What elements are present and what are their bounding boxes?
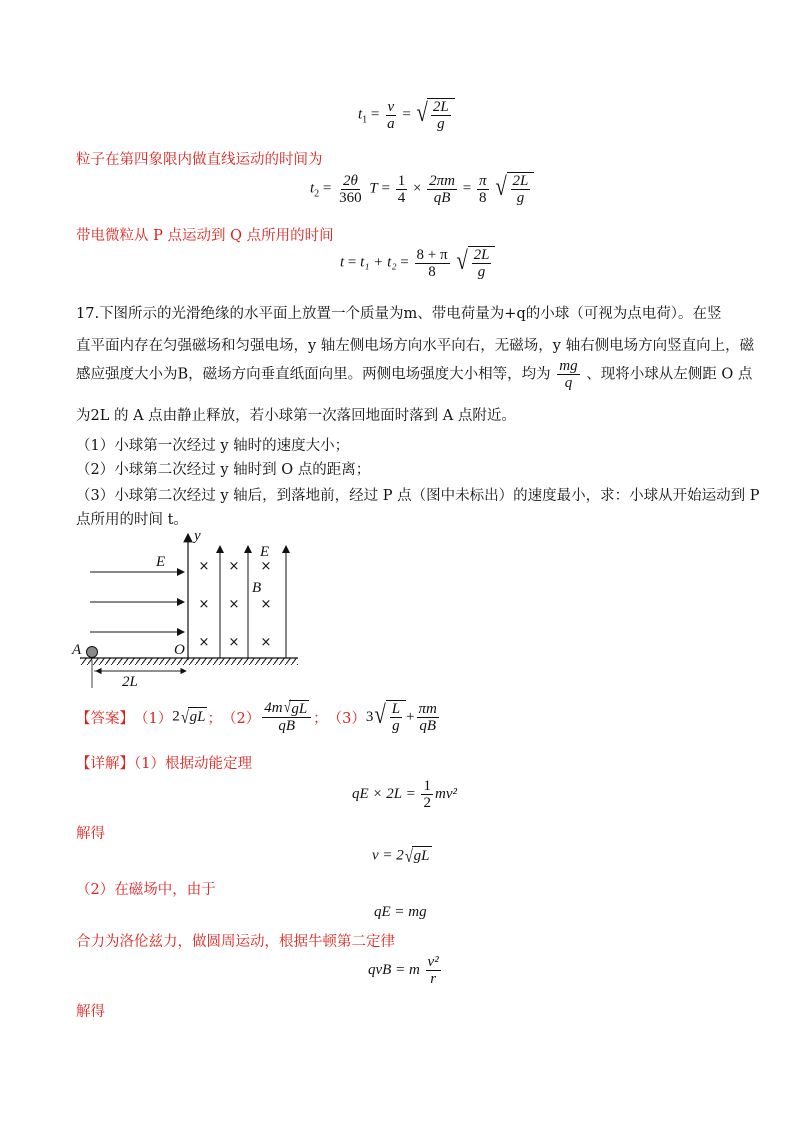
- sqrt-2L-over-g: √ $\frac{2L}{g}$: [455, 246, 495, 280]
- text-line-2: 带电微粒从 P 点运动到 Q 点所用的时间: [76, 228, 334, 244]
- frac-den: 8: [479, 189, 487, 206]
- fraction-1-4: [396, 173, 408, 206]
- label-e-left: E: [156, 554, 166, 570]
- fraction-v-over-a: [385, 99, 397, 132]
- frac-den: g: [516, 190, 525, 206]
- question-2: （2）小球第二次经过 y 轴时到 O 点的距离；: [76, 462, 371, 478]
- equation-balance: qE = mg: [374, 904, 427, 920]
- t2-subscript: 2: [314, 188, 320, 200]
- t1-symbol: t: [358, 106, 363, 123]
- frac-num: L: [391, 701, 401, 718]
- problem-text: 下图所示的光滑绝缘的水平面上放置一个质量为m、带电荷量为+q的小球（可视为点电荷）。在竖: [99, 306, 722, 322]
- b-field-cross: ×: [198, 635, 210, 650]
- label-o: O: [174, 642, 185, 658]
- sqrt-2L-over-g: √ $\frac{2L}{g}$: [415, 98, 455, 132]
- eq-lhs: v = 2: [372, 847, 404, 864]
- frac-den: qB: [419, 717, 437, 734]
- b-field-cross: ×: [260, 635, 272, 650]
- label-a: A: [72, 642, 82, 658]
- frac-num: 1: [423, 778, 431, 794]
- problem-line-4: 为2L 的 A 点由静止释放，若小球第一次落回地面时落到 A 点附近。: [76, 408, 516, 424]
- frac-num: mg: [559, 358, 578, 374]
- fraction-2theta-360: [337, 173, 364, 206]
- b-field-cross: ×: [228, 635, 240, 650]
- answer-line: [76, 700, 441, 734]
- ground-hatch: [80, 658, 298, 665]
- detail-line-3: 合力为洛伦兹力，做圆周运动，根据牛顿第二定律: [76, 934, 395, 950]
- coefficient: 2: [172, 708, 180, 725]
- problem-line-2: 直平面内存在匀强磁场和匀强电场，y 轴左侧电场方向水平向右，无磁场，y 轴右侧电场方向竖直向上，磁: [76, 338, 755, 354]
- frac-num: πm: [418, 700, 437, 717]
- radicand: gL: [413, 848, 430, 864]
- equation-t1: $t_1$ = $\frac{v}{a}$ = √ $\frac{2L}{g}$: [358, 98, 455, 132]
- frac-den: 8: [428, 263, 436, 280]
- problem-line-1: [76, 302, 722, 323]
- detail-line-2: （2）在磁场中，由于: [76, 882, 216, 898]
- equation-lorentz: [368, 954, 443, 987]
- frac-den: a: [387, 115, 395, 132]
- label-e-right: E: [260, 544, 270, 560]
- b-field-cross: ×: [198, 559, 210, 574]
- question-1: （1）小球第一次经过 y 轴时的速度大小；: [76, 438, 350, 454]
- separator: ；: [207, 710, 222, 727]
- frac-den: g: [477, 264, 486, 280]
- equation-velocity: v = 2 √ gL: [372, 846, 430, 866]
- b-field-cross: ×: [260, 597, 272, 612]
- answer-3: 3 √ $\frac{L}{g}$ + $\frac{\pi m}{qB}$: [365, 700, 437, 735]
- answer-part-1-label: （1）: [134, 710, 173, 727]
- frac-den: 360: [339, 189, 362, 206]
- frac-den: qB: [433, 189, 451, 206]
- t2-symbol: t: [310, 180, 315, 197]
- eq-lhs: qE × 2L =: [352, 785, 416, 802]
- frac-den: 2: [423, 795, 431, 811]
- question-3a: （3）小球第二次经过 y 轴后，到落地前，经过 P 点（图中未标出）的速度最小，求：小球从开始运动到 P: [76, 488, 760, 504]
- coefficient: 3: [365, 708, 374, 725]
- frac-num: 2πm: [429, 172, 456, 189]
- answer-tag: 【答案】: [76, 710, 134, 727]
- radicand: gL: [291, 701, 308, 718]
- frac-den: r: [430, 971, 437, 987]
- detail-text: （1）根据动能定理: [134, 756, 252, 772]
- b-field-cross: ×: [228, 559, 240, 574]
- b-field-cross: ×: [198, 597, 210, 612]
- answer-2: 4m √ gL qB: [262, 700, 311, 734]
- eq-lhs: qvB = m: [368, 961, 420, 978]
- problem-line-3: [76, 358, 752, 391]
- numerator-coef: 4m: [264, 700, 283, 716]
- b-field-cross: ×: [228, 597, 240, 612]
- answer-part-2-label: （2）: [221, 710, 261, 727]
- question-3b: 点所用的时间 t。: [76, 512, 188, 528]
- frac-num: 2L: [473, 247, 490, 263]
- field-diagram: [70, 528, 310, 698]
- radicand: gL: [189, 709, 206, 726]
- sqrt-2L-over-g: √ $\frac{2L}{g}$: [494, 172, 534, 206]
- fraction-2pim-qB: [427, 173, 457, 206]
- frac-num: π: [479, 172, 487, 189]
- frac-num: 2θ: [342, 172, 358, 189]
- t1-subscript: 1: [362, 114, 368, 126]
- answer-1: 2 √ gL: [172, 707, 206, 728]
- frac-den: g: [437, 116, 445, 132]
- fraction-mg-q: [557, 358, 579, 391]
- charged-ball: [87, 647, 98, 658]
- t-sum: t₁ + t₂: [360, 254, 397, 271]
- detail-line-1: [76, 752, 252, 773]
- equation-t-total: t = t₁ + t₂ = $\frac{8 + \pi}{8}$ √ $\frac{2L}{g}$: [340, 246, 495, 280]
- fraction-8pi-8: [415, 247, 450, 280]
- problem-number: 17.: [76, 306, 100, 322]
- frac-den: q: [564, 375, 573, 391]
- detail-tag: 【详解】: [76, 756, 134, 772]
- frac-num: v: [387, 98, 395, 115]
- equation-t2: $t_2$ = $\frac{2\theta}{360}$ T = $\frac{1}{4}$ × $\frac{2\pi m}{qB}$ = $\frac{\pi}{8}$ √ $\frac{2L}{g}$: [310, 172, 534, 206]
- fraction-pi-8: [477, 173, 489, 206]
- eq-rhs: mv²: [434, 785, 457, 802]
- problem-text: 感应强度大小为B，磁场方向垂直纸面向里。两侧电场强度大小相等，均为: [76, 366, 551, 383]
- period-symbol: T: [369, 180, 378, 197]
- denominator: qB: [278, 718, 296, 735]
- frac-den: 4: [397, 189, 406, 206]
- label-b: B: [252, 580, 262, 596]
- solve-label-2: 解得: [76, 1004, 105, 1020]
- solve-label-1: 解得: [76, 826, 105, 842]
- frac-num: 2L: [432, 99, 449, 115]
- label-y: y: [194, 528, 201, 544]
- problem-text: 、现将小球从左侧距 O 点: [586, 366, 753, 383]
- separator: ；: [313, 710, 328, 727]
- answer-part-3-label: （3）: [327, 710, 366, 727]
- equation-energy: [352, 778, 457, 811]
- plus-sign: +: [406, 708, 415, 725]
- frac-num: 1: [397, 172, 406, 189]
- frac-den: g: [392, 718, 400, 735]
- label-2l: 2L: [122, 674, 138, 690]
- b-field-cross: ×: [260, 559, 272, 574]
- text-line-1: 粒子在第四象限内做直线运动的时间为: [76, 152, 323, 168]
- frac-num: 8 + π: [416, 246, 448, 263]
- frac-num: v²: [427, 954, 439, 970]
- frac-num: 2L: [512, 173, 529, 189]
- t-symbol: t: [340, 254, 345, 271]
